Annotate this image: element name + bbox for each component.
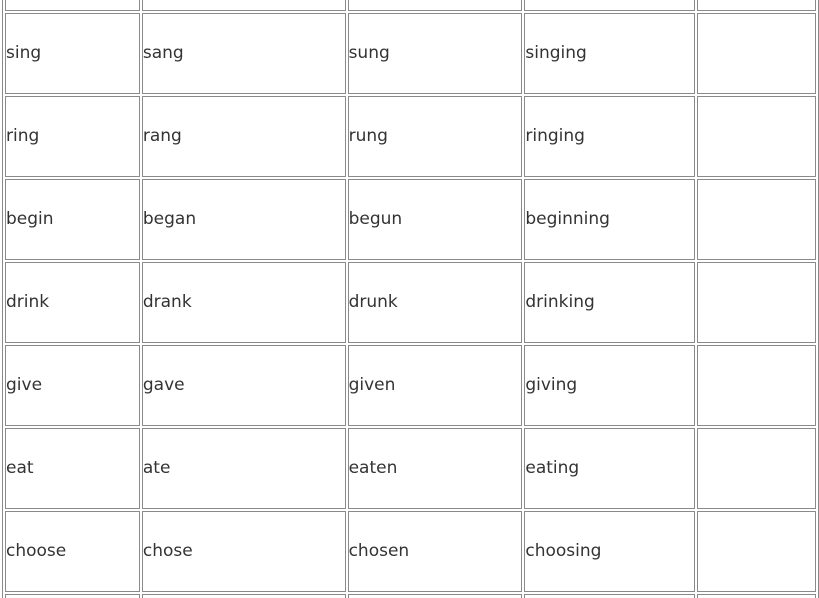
table-row — [5, 262, 816, 343]
past-participle-cell: chosen — [348, 511, 523, 592]
present-participle-cell: beginning — [524, 179, 695, 260]
empty-cell — [697, 262, 816, 343]
table-cell — [5, 594, 140, 598]
table-cell — [524, 594, 695, 598]
table-cell — [142, 0, 346, 11]
present-participle-cell: choosing — [524, 511, 695, 592]
present-participle-cell: singing — [524, 13, 695, 94]
present-participle-cell: eating — [524, 428, 695, 509]
table-cell — [348, 594, 523, 598]
verb-forms-table — [2, 0, 819, 598]
table-cell — [348, 0, 523, 11]
present-participle-cell: ringing — [524, 96, 695, 177]
past-participle-cell: rung — [348, 96, 523, 177]
past-participle-cell: sung — [348, 13, 523, 94]
past-simple-cell: sang — [142, 13, 346, 94]
empty-cell — [697, 345, 816, 426]
table-cell — [524, 0, 695, 11]
table-row — [5, 96, 816, 177]
base-form-cell: ring — [5, 96, 140, 177]
table-cell — [697, 594, 816, 598]
past-simple-cell: rang — [142, 96, 346, 177]
table-row — [5, 594, 816, 598]
present-participle-cell: giving — [524, 345, 695, 426]
past-simple-cell: gave — [142, 345, 346, 426]
table-row — [5, 13, 816, 94]
base-form-cell: begin — [5, 179, 140, 260]
empty-cell — [697, 179, 816, 260]
past-participle-cell: drunk — [348, 262, 523, 343]
table-row — [5, 0, 816, 11]
table-row — [5, 511, 816, 592]
past-participle-cell: begun — [348, 179, 523, 260]
table-cell — [142, 594, 346, 598]
base-form-cell: drink — [5, 262, 140, 343]
empty-cell — [697, 96, 816, 177]
present-participle-cell: drinking — [524, 262, 695, 343]
past-participle-cell: given — [348, 345, 523, 426]
past-simple-cell: ate — [142, 428, 346, 509]
base-form-cell: eat — [5, 428, 140, 509]
base-form-cell: give — [5, 345, 140, 426]
past-simple-cell: chose — [142, 511, 346, 592]
empty-cell — [697, 428, 816, 509]
table-row — [5, 345, 816, 426]
past-simple-cell: drank — [142, 262, 346, 343]
base-form-cell: sing — [5, 13, 140, 94]
table-row — [5, 428, 816, 509]
table-cell — [5, 0, 140, 11]
empty-cell — [697, 13, 816, 94]
verb-forms-table-body — [5, 0, 816, 598]
empty-cell — [697, 511, 816, 592]
past-simple-cell: began — [142, 179, 346, 260]
table-cell — [697, 0, 816, 11]
past-participle-cell: eaten — [348, 428, 523, 509]
table-row — [5, 179, 816, 260]
base-form-cell: choose — [5, 511, 140, 592]
